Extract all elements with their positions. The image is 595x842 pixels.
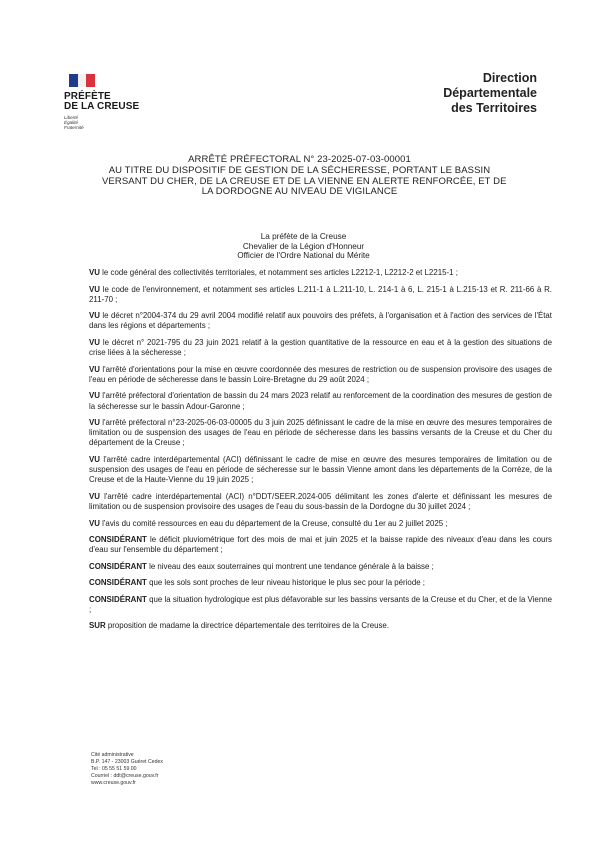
paragraph: SUR proposition de madame la directrice départementale des territoires de la Creuse. [89,621,390,631]
paragraph: VU l'avis du comité ressources en eau du département de la Creuse, consulté du 1er au 2 juillet 2025 ; [89,518,448,528]
paragraph: VU l'arrêté d'orientations pour la mise en œuvre coordonnée des mesures de restriction ou de suspension provisoire des usages de l'eau en période de sécheresse dans le bassin Loire-Bretagne du 29 août 2024 ; [89,364,552,384]
republic-motto: Liberté Égalité Fraternité [64,115,84,131]
prefecture-name: PRÉFÈTE DE LA CREUSE [64,91,140,112]
marianne-flag-icon [69,74,95,87]
title-line: ARRÊTÉ PRÉFECTORAL N° 23-2025-07-03-00001 [188,154,411,165]
footer-contact: Cité administrative B.P. 147 - 23003 Guéret Cedex Tel : 05 55 51 59 00 Courriel : ddt@creuse.gouv.fr www.creuse.gouv.fr [91,752,164,786]
paragraph: CONSIDÉRANT que la situation hydrologique est plus défavorable sur les bassins versants de la Creuse et du Cher, et de la Vienne ; [89,594,552,614]
paragraph: VU le code de l'environnement, et notamment ses articles L.211-1 à L.211-10, L. 214-1 à 6, L. 215-1 à L.215-13 et R. 211-66 à R. 211-70 ; [89,284,552,304]
paragraph: VU le décret n°2004-374 du 29 avril 2004 modifié relatif aux pouvoirs des préfets, à l'organisation et à l'action des services de l'État dans les régions et départements ; [89,311,552,331]
title-line: AU TITRE DU DISPOSITIF DE GESTION DE LA SÉCHERESSE, PORTANT LE BASSIN [108,164,491,176]
paragraph: CONSIDÉRANT le déficit pluviométrique fort des mois de mai et juin 2025 et la baisse rapide des niveaux d'eau dans les cours d'eau sur l'ensemble du département ; [89,535,552,555]
paragraph: VU le code général des collectivités territoriales, et notamment ses articles L2212-1, L2212-2 et L2215-1 ; [89,268,458,277]
paragraph: VU l'arrêté préfectoral d'orientation de bassin du 24 mars 2023 relatif au renforcement de la coordination des mesures de gestion de la sécheresse sur le bassin Adour-Garonne ; [89,391,552,411]
document-body [89,268,552,638]
paragraph: VU l'arrêté préfectoral n°23-2025-06-03-00005 du 3 juin 2025 définissant le cadre de la mise en œuvre des mesures temporaires de limitation ou de suspension des usages de l'eau en période de sécheresse dans les bassins versants de la Creuse et du Cher du département de la Creuse ; [89,418,552,448]
paragraph: CONSIDÉRANT que les sols sont proches de leur niveau historique le plus sec pour la période ; [89,578,425,588]
direction-heading: Direction Départementale des Territoires [443,71,537,115]
paragraph: CONSIDÉRANT le niveau des eaux souterraines qui montrent une tendance générale à la baisse ; [89,561,434,571]
paragraph: VU l'arrêté cadre interdépartemental (ACI) n°DDT/SEER.2024-005 délimitant les zones d'alerte et définissant les mesures de limitation ou de suspension provisoire des usages de l'eau du sous-bassin de la Dordogne du 30 juillet 2024 ; [89,491,552,512]
signatory-block: La préfète de la Creuse Chevalier de la Légion d'Honneur Officier de l'Ordre National du Mérite [237,232,370,261]
prefecture-logo [64,74,174,131]
title-line: VERSANT DU CHER, DE LA CREUSE ET DE LA VIENNE EN ALERTE RENFORCÉE, ET DE [102,175,507,187]
paragraph: VU l'arrêté cadre interdépartemental (ACI) définissant le cadre de mise en œuvre des mesures temporaires de limitation ou de suspension des usages de l'eau en période de sécheresse sur le bassin Vienne amont dans les départements de la Corrèze, de la Creuse et de la Haute-Vienne du 19 juin 2025 ; [89,454,552,485]
arrete-title [102,154,507,198]
paragraph: VU le décret n° 2021-795 du 23 juin 2021 relatif à la gestion quantitative de la ressource en eau et à la gestion des situations de crise liées à la sécheresse ; [89,337,552,358]
title-line: LA DORDOGNE AU NIVEAU DE VIGILANCE [201,186,398,198]
